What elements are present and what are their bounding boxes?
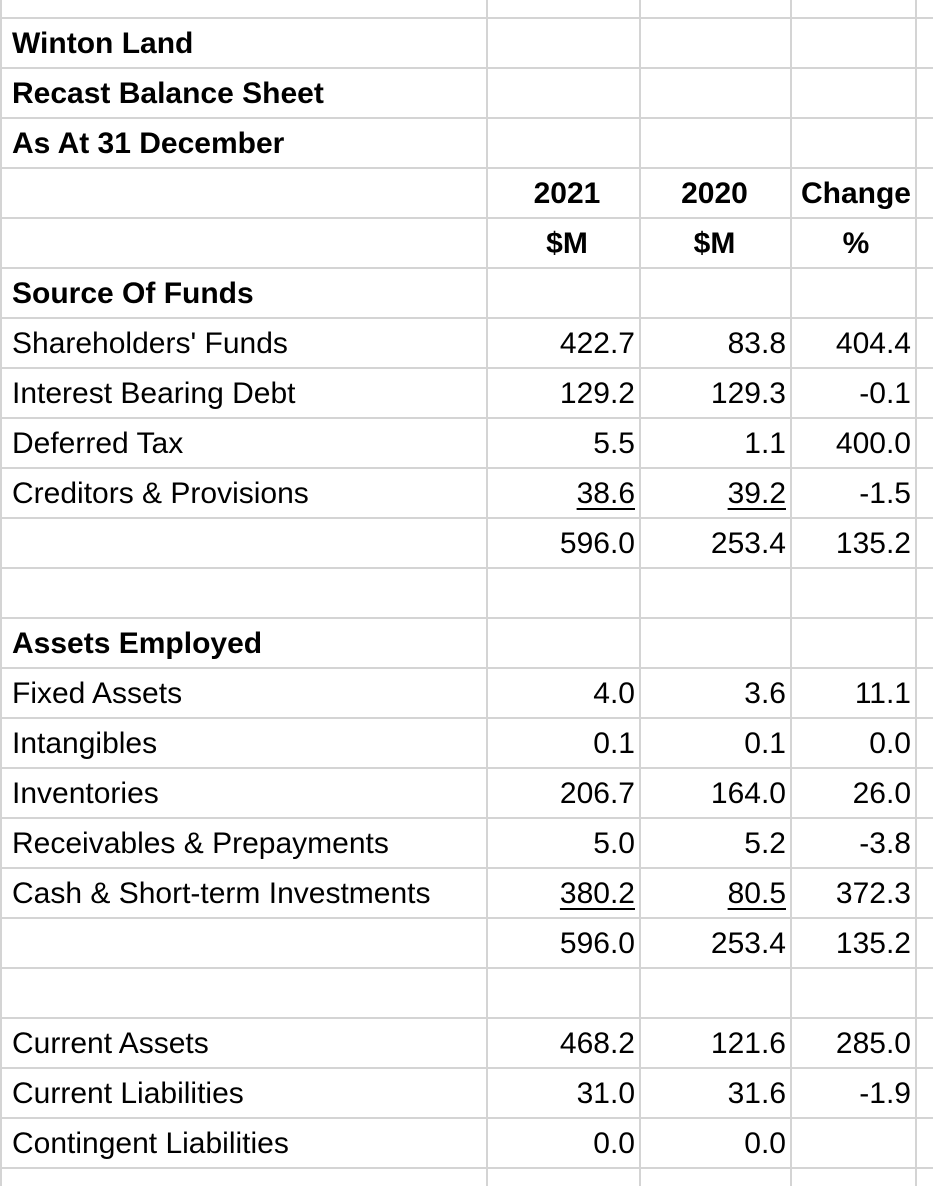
value-change[interactable]: 26.0 [852, 777, 911, 810]
value-2020[interactable]: 129.3 [710, 377, 786, 410]
row-label[interactable]: Shareholders' Funds [12, 327, 288, 360]
value-change[interactable]: 400.0 [835, 427, 911, 460]
unit-header-row [0, 219, 933, 269]
row-label[interactable]: Intangibles [12, 727, 158, 760]
column-header-2021[interactable]: 2021 [533, 177, 601, 210]
value-2021[interactable]: 5.0 [593, 827, 635, 860]
table-row [0, 1019, 933, 1069]
value-change[interactable]: -0.1 [859, 377, 911, 410]
total-change[interactable]: 135.2 [835, 927, 911, 960]
value-change[interactable]: -1.9 [859, 1077, 911, 1110]
row-label[interactable]: Inventories [12, 777, 159, 810]
underlined-value: 39.2 [727, 477, 786, 510]
value-2020[interactable]: 31.6 [727, 1077, 786, 1110]
row-label[interactable]: Deferred Tax [12, 427, 184, 460]
section-header-row [0, 619, 933, 669]
value-2020[interactable]: 1.1 [744, 427, 786, 460]
value-2021[interactable]: 206.7 [559, 777, 635, 810]
table-row [0, 1119, 933, 1169]
unit-header-change[interactable]: % [842, 227, 870, 260]
table-row [0, 669, 933, 719]
section-assets-employed[interactable]: Assets Employed [12, 627, 263, 660]
section-header-row [0, 269, 933, 319]
table-row [0, 1069, 933, 1119]
value-change[interactable]: 372.3 [835, 877, 911, 910]
table-row [0, 769, 933, 819]
table-row [0, 369, 933, 419]
column-header-row [0, 169, 933, 219]
total-row [0, 519, 933, 569]
value-change[interactable]: 11.1 [854, 677, 911, 710]
title-row [0, 119, 933, 169]
row-label[interactable]: Interest Bearing Debt [12, 377, 296, 410]
table-row [0, 819, 933, 869]
value-2021[interactable]: 4.0 [593, 677, 635, 710]
underlined-value: 380.2 [559, 877, 635, 910]
underlined-value: 38.6 [576, 477, 635, 510]
total-row [0, 919, 933, 969]
table-row [0, 869, 933, 919]
total-2021[interactable]: 596.0 [559, 527, 635, 560]
value-2020[interactable]: 3.6 [744, 677, 786, 710]
total-2020[interactable]: 253.4 [710, 527, 786, 560]
value-2020[interactable]: 83.8 [727, 327, 786, 360]
value-2021[interactable]: 0.0 [593, 1127, 635, 1160]
table-row [0, 319, 933, 369]
value-2020[interactable]: 0.1 [744, 727, 786, 760]
table-row [0, 419, 933, 469]
statement-date[interactable]: As At 31 December [12, 127, 285, 160]
total-change[interactable]: 135.2 [835, 527, 911, 560]
value-2021[interactable]: 422.7 [559, 327, 635, 360]
table-row [0, 469, 933, 519]
value-change[interactable] [792, 1119, 913, 1169]
company-name[interactable]: Winton Land [12, 27, 194, 60]
value-2021[interactable]: 129.2 [559, 377, 635, 410]
value-2020[interactable]: 121.6 [710, 1027, 786, 1060]
value-2020[interactable] [641, 869, 788, 919]
row-label[interactable]: Current Assets [12, 1027, 209, 1060]
column-header-change[interactable]: Change [800, 177, 911, 210]
row-label[interactable]: Receivables & Prepayments [12, 827, 389, 860]
value-2020[interactable]: 5.2 [744, 827, 786, 860]
title-row [0, 19, 933, 69]
section-source-of-funds[interactable]: Source Of Funds [12, 277, 254, 310]
row-label[interactable]: Fixed Assets [12, 677, 183, 710]
value-2021[interactable]: 0.1 [593, 727, 635, 760]
value-change[interactable]: 404.4 [835, 327, 911, 360]
row-label[interactable]: Creditors & Provisions [12, 477, 309, 510]
value-2021[interactable] [489, 869, 637, 919]
value-2021[interactable]: 468.2 [559, 1027, 635, 1060]
value-change[interactable]: 285.0 [835, 1027, 911, 1060]
row-label[interactable]: Cash & Short-term Investments [12, 877, 431, 910]
row-label[interactable]: Contingent Liabilities [12, 1127, 289, 1160]
value-2020[interactable]: 0.0 [744, 1127, 786, 1160]
value-2021[interactable]: 31.0 [576, 1077, 635, 1110]
row-label[interactable]: Current Liabilities [12, 1077, 244, 1110]
total-2021[interactable]: 596.0 [559, 927, 635, 960]
value-2020[interactable] [641, 469, 788, 519]
value-2020[interactable]: 164.0 [710, 777, 786, 810]
table-row [0, 719, 933, 769]
underlined-value: 80.5 [727, 877, 786, 910]
unit-header-2021[interactable]: $M [546, 227, 588, 260]
statement-title[interactable]: Recast Balance Sheet [12, 77, 324, 110]
value-2021[interactable] [489, 469, 637, 519]
total-2020[interactable]: 253.4 [710, 927, 786, 960]
title-row [0, 69, 933, 119]
value-change[interactable]: -1.5 [859, 477, 911, 510]
unit-header-2020[interactable]: $M [693, 227, 736, 260]
value-2021[interactable]: 5.5 [593, 427, 635, 460]
value-change[interactable]: 0.0 [869, 727, 911, 760]
column-header-2020[interactable]: 2020 [681, 177, 748, 210]
value-change[interactable]: -3.8 [859, 827, 911, 860]
